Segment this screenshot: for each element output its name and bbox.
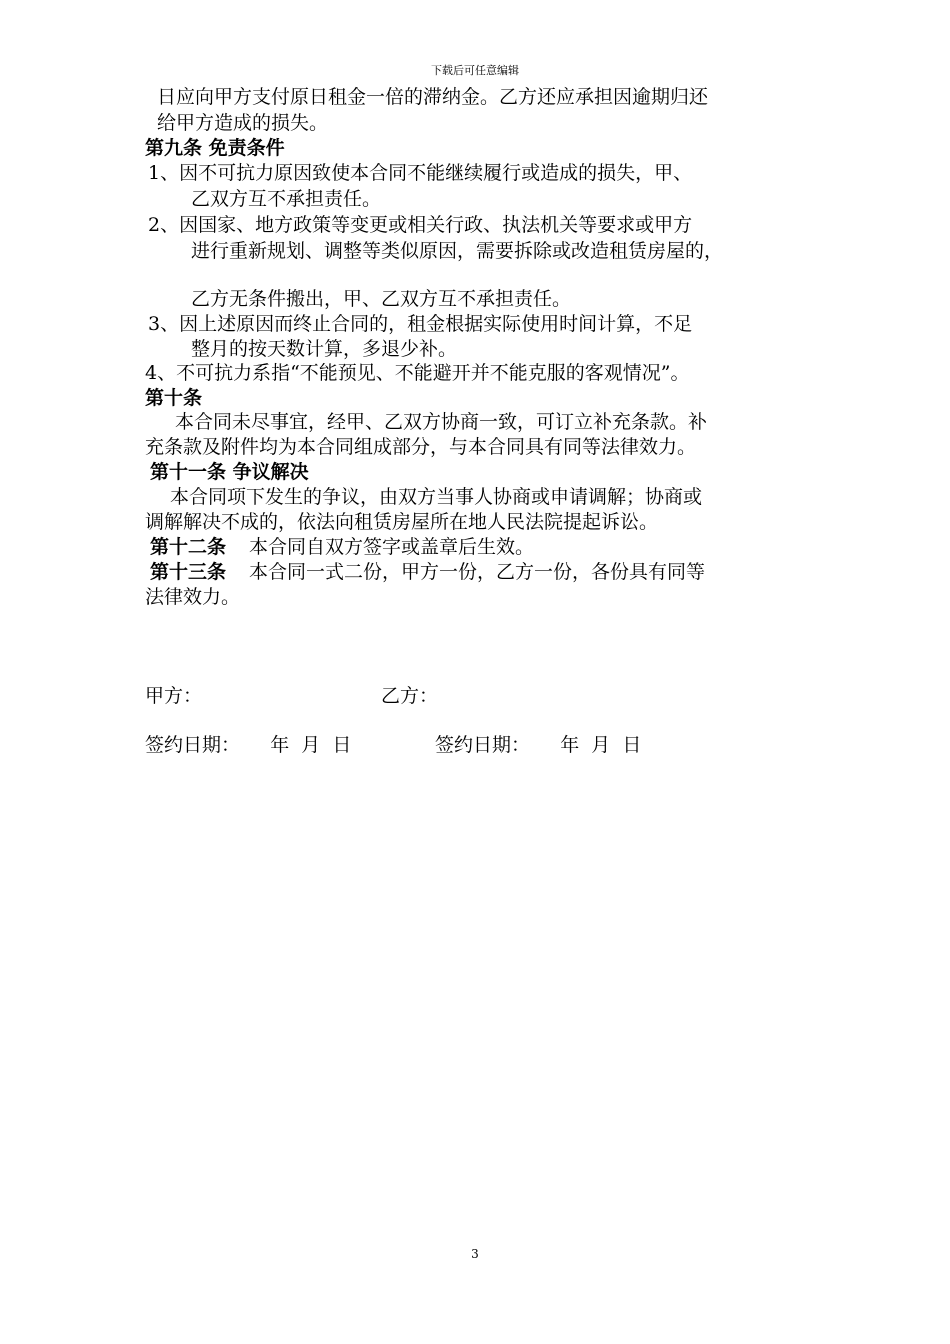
article-10-text-cont: 充条款及附件均为本合同组成部分，与本合同具有同等法律效力。 bbox=[145, 436, 697, 458]
article-9-title: 第九条 免责条件 bbox=[145, 137, 285, 159]
article-13-text: 本合同一式二份，甲方一份，乙方一份，各份具有同等 bbox=[249, 561, 706, 583]
article-12-title: 第十二条 bbox=[150, 536, 227, 558]
article-9-item-3-cont: 整月的按天数计算，多退少补。 bbox=[191, 338, 458, 360]
article-9-item-1-cont: 乙双方互不承担责任。 bbox=[191, 188, 382, 210]
article-9-item-1: 1、因不可抗力原因致使本合同不能继续履行或造成的损失，甲、 bbox=[148, 162, 693, 184]
party-a-sign-date: 签约日期： 年 月 日 bbox=[145, 734, 352, 756]
article-12-text: 本合同自双方签字或盖章后生效。 bbox=[249, 536, 535, 558]
article-11-text: 本合同项下发生的争议，由双方当事人协商或申请调解；协商或 bbox=[170, 486, 703, 508]
party-b-sign-date: 签约日期： 年 月 日 bbox=[435, 734, 642, 756]
paragraph-line: 日应向甲方支付原日租金一倍的滞纳金。乙方还应承担因逾期归还 bbox=[157, 86, 709, 108]
article-11-title: 第十一条 争议解决 bbox=[150, 461, 309, 483]
article-10-text: 本合同未尽事宜，经甲、乙双方协商一致，可订立补充条款。补 bbox=[175, 411, 708, 433]
page-number: 3 bbox=[471, 1247, 479, 1261]
party-b-label: 乙方： bbox=[381, 685, 439, 707]
article-9-item-4: 4、不可抗力系指“不能预见、不能避开并不能克服的客观情况”。 bbox=[145, 362, 690, 384]
article-9-item-2: 2、因国家、地方政策等变更或相关行政、执法机关等要求或甲方 bbox=[148, 214, 693, 236]
page-header: 下载后可任意编辑 bbox=[431, 64, 519, 77]
article-11-text-cont: 调解解决不成的，依法向租赁房屋所在地人民法院提起诉讼。 bbox=[145, 511, 659, 533]
article-9-item-2-cont: 乙方无条件搬出，甲、乙双方互不承担责任。 bbox=[191, 288, 572, 310]
article-9-item-2-cont: 进行重新规划、调整等类似原因，需要拆除或改造租赁房屋的， bbox=[191, 240, 724, 262]
article-9-item-3: 3、因上述原因而终止合同的，租金根据实际使用时间计算，不足 bbox=[148, 313, 693, 335]
party-a-label: 甲方： bbox=[145, 685, 203, 707]
article-13-text-cont: 法律效力。 bbox=[145, 586, 241, 608]
article-13-title: 第十三条 bbox=[150, 561, 227, 583]
article-10-title: 第十条 bbox=[145, 387, 203, 409]
paragraph-line: 给甲方造成的损失。 bbox=[157, 112, 329, 134]
